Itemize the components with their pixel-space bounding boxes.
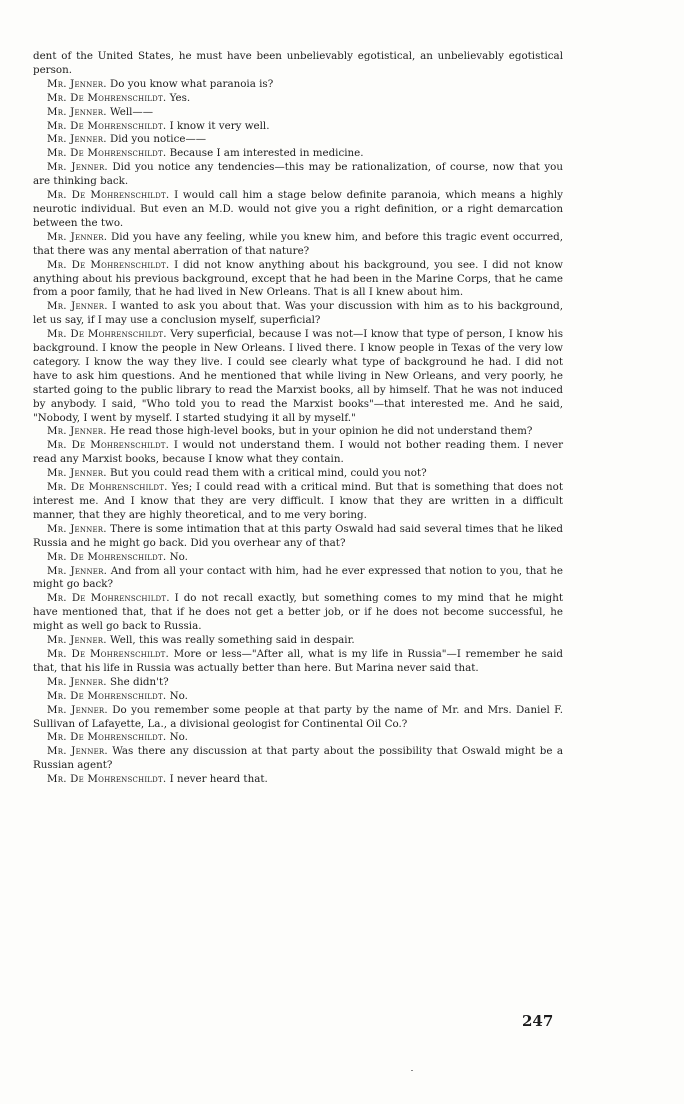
paragraph: [33, 92, 563, 106]
speaker-label: Mr. De Mohrenschildt.: [47, 189, 170, 202]
paragraph: [33, 592, 563, 634]
paragraph: [33, 690, 563, 704]
speaker-label: Mr. Jenner.: [47, 675, 107, 688]
paragraph: [33, 106, 563, 120]
paragraph-text: dent of the United States, he must have been unbelievably egotistical, an unbelievably egotistical person.: [33, 50, 563, 76]
paragraph: [33, 300, 563, 328]
speaker-label: Mr. De Mohrenschildt.: [47, 592, 170, 605]
speaker-label: Mr. De Mohrenschildt.: [47, 689, 167, 702]
paragraph-text: There is some intimation that at this party Oswald had said several times that he liked Russia and he might go back. Did you overhear any of that?: [33, 522, 564, 549]
paragraph: [33, 50, 563, 78]
paragraph: [33, 704, 563, 732]
paragraph-text: But you could read them with a critical mind, could you not?: [109, 467, 427, 480]
paragraph: [33, 467, 563, 481]
paragraph-text: Well——: [109, 105, 154, 118]
paragraph: [33, 565, 563, 593]
paragraph: [33, 133, 563, 147]
speaker-label: Mr. De Mohrenschildt.: [47, 647, 169, 660]
speaker-label: Mr. Jenner.: [47, 703, 108, 716]
speaker-label: Mr. De Mohrenschildt.: [47, 258, 170, 271]
paragraph-text: Do you know what paranoia is?: [109, 77, 274, 90]
paragraph-text: I would not understand them. I would not bother reading them. I never read any Marxist books, because I know what they contain.: [33, 439, 563, 466]
paragraph-text: I did not know anything about his background, you see. I did not know anything about his previous background, except that he had been in the Marine Corps, that he came from a poor family, that he had lived in New Orleans. That is all I knew about him.: [33, 258, 563, 299]
paragraph: [33, 78, 563, 92]
paragraph-text: I know it very well.: [169, 119, 270, 132]
speaker-label: Mr. Jenner.: [47, 745, 108, 758]
print-speck: [411, 1070, 413, 1071]
speaker-label: Mr. Jenner.: [47, 425, 107, 438]
paragraph: [33, 189, 563, 231]
paragraph: [33, 773, 563, 787]
speaker-label: Mr. Jenner.: [47, 634, 107, 647]
paragraph: [33, 328, 563, 425]
paragraph: [33, 731, 563, 745]
speaker-label: Mr. Jenner.: [47, 564, 108, 577]
paragraph-text: Did you notice——: [109, 133, 207, 146]
paragraph-text: He read those high-level books, but in your opinion he did not understand them?: [109, 425, 533, 438]
paragraph: [33, 745, 563, 773]
paragraph: [33, 634, 563, 648]
paragraph: [33, 425, 563, 439]
paragraph: [33, 648, 563, 676]
paragraph-text: No.: [169, 731, 188, 744]
speaker-label: Mr. De Mohrenschildt.: [47, 91, 167, 104]
paragraph-text: No.: [169, 550, 188, 563]
paragraph-text: Well, this was really something said in despair.: [109, 634, 355, 647]
speaker-label: Mr. De Mohrenschildt.: [47, 119, 167, 132]
speaker-label: Mr. Jenner.: [47, 300, 108, 313]
paragraph-text: I wanted to ask you about that. Was your discussion with him as to his background, let us say, if I may use a conclusion myself, superficial?: [33, 300, 563, 327]
paragraph: [33, 231, 563, 259]
speaker-label: Mr. De Mohrenschildt.: [47, 773, 167, 786]
paragraph: [33, 481, 563, 523]
paragraph-text: More or less—"After all, what is my life in Russia"—I remember he said that, that his life in Russia was actually better than here. But Marina never said that.: [33, 647, 563, 674]
paragraph-text: Did you notice any tendencies—this may be rationalization, of course, now that you are thinking back.: [33, 161, 563, 188]
page-number: 247: [522, 1012, 554, 1030]
speaker-label: Mr. De Mohrenschildt.: [47, 328, 167, 341]
speaker-label: Mr. Jenner.: [47, 161, 108, 174]
speaker-label: Mr. De Mohrenschildt.: [47, 481, 168, 494]
speaker-label: Mr. Jenner.: [47, 467, 107, 480]
paragraph: [33, 523, 563, 551]
speaker-label: Mr. Jenner.: [47, 77, 107, 90]
speaker-label: Mr. Jenner.: [47, 230, 108, 243]
testimony-text: [33, 50, 563, 787]
speaker-label: Mr. De Mohrenschildt.: [47, 439, 170, 452]
paragraph: [33, 551, 563, 565]
paragraph-text: Do you remember some people at that party by the name of Mr. and Mrs. Daniel F. Sullivan of Lafayette, La., a divisional geologist for Continental Oil Co.?: [33, 703, 563, 730]
speaker-label: Mr. Jenner.: [47, 522, 107, 535]
paragraph-text: I never heard that.: [169, 773, 268, 786]
paragraph: [33, 676, 563, 690]
speaker-label: Mr. Jenner.: [47, 133, 107, 146]
paragraph-text: Very superficial, because I was not—I know that type of person, I know his background. I know the people in New Orleans. I lived there. I know people in Texas of the very low category. I know the way they live. I could see clearly what type of background he had. I did not have to ask him questions. And he mentioned that while living in New Orleans, and very poorly, he started going to the public library to read the Marxist books, all by himself. That he was not induced by anybody. I said, "Who told you to read the Marxist books"—that interested me. And he said, "Nobody, I went by myself. I started studying it all by myself.": [33, 328, 563, 424]
paragraph: [33, 259, 563, 301]
paragraph-text: No.: [169, 689, 188, 702]
paragraph: [33, 120, 563, 134]
paragraph-text: And from all your contact with him, had he ever expressed that notion to you, that he might go back?: [33, 564, 563, 591]
paragraph: [33, 147, 563, 161]
paragraph: [33, 439, 563, 467]
paragraph-text: Yes; I could read with a critical mind. But that is something that does not interest me. And I know that they are very difficult. I know that they are written in a difficult manner, that they are highly theoretical, and to me very boring.: [33, 481, 563, 521]
paragraph: [33, 161, 563, 189]
paragraph-text: I would call him a stage below definite paranoia, which means a highly neurotic individual. But even an M.D. would not give you a right definition, or a right demarcation between the two.: [33, 189, 563, 229]
speaker-label: Mr. Jenner.: [47, 105, 107, 118]
speaker-label: Mr. De Mohrenschildt.: [47, 731, 167, 744]
paragraph-text: I do not recall exactly, but something comes to my mind that he might have mentioned that, that if he does not get a better job, or if he does not become successful, he might as well go back to Russia.: [33, 592, 563, 633]
paragraph-text: Because I am interested in medicine.: [169, 147, 364, 160]
speaker-label: Mr. De Mohrenschildt.: [47, 550, 167, 563]
paragraph-text: She didn't?: [109, 675, 169, 688]
paragraph-text: Yes.: [169, 91, 191, 104]
speaker-label: Mr. De Mohrenschildt.: [47, 147, 167, 160]
paragraph-text: Was there any discussion at that party about the possibility that Oswald might be a Russian agent?: [33, 745, 563, 772]
paragraph-text: Did you have any feeling, while you knew him, and before this tragic event occurred, that there was any mental aberration of that nature?: [33, 230, 564, 257]
